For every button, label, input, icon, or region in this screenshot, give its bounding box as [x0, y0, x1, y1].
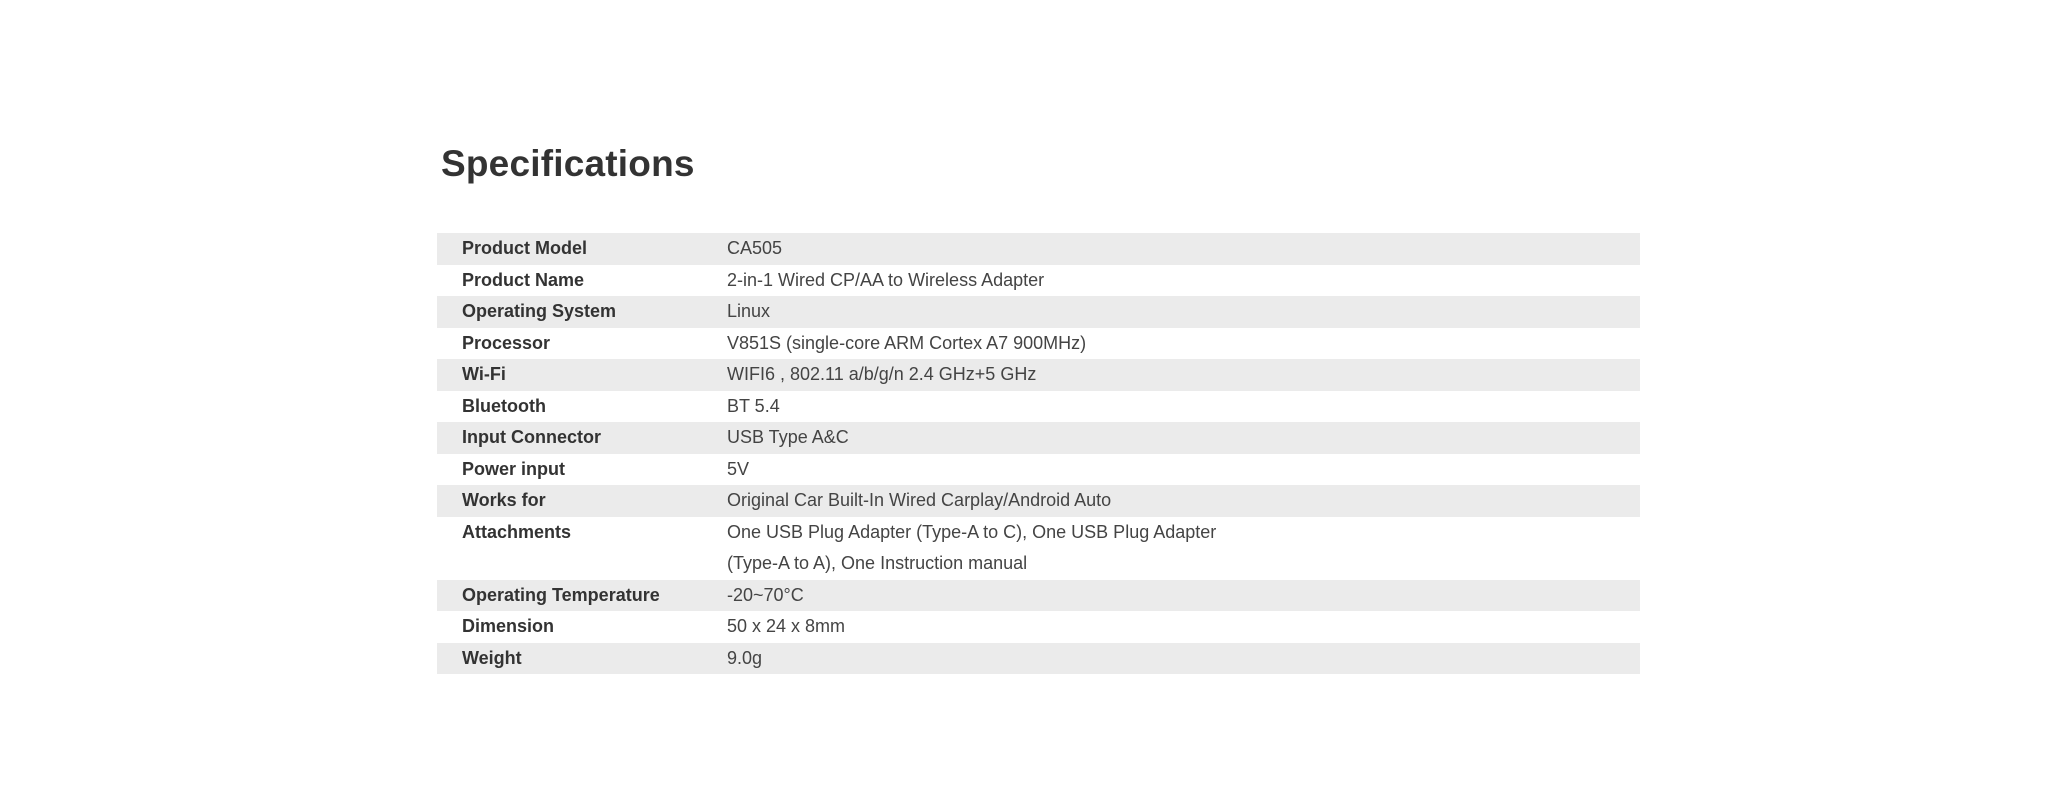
- spec-label: Product Model: [437, 233, 727, 265]
- page-title: Specifications: [441, 143, 695, 184]
- spec-label: Product Name: [462, 269, 585, 290]
- spec-value-line: (Type-A to A), One Instruction manual: [727, 553, 1028, 573]
- spec-value: [727, 643, 1640, 675]
- spec-label: Wi-Fi: [437, 359, 727, 391]
- spec-label: Bluetooth: [462, 395, 546, 416]
- table-row: [437, 233, 1640, 265]
- spec-value-line: One USB Plug Adapter (Type-A to C), One USB Plug Adapter: [727, 521, 1217, 542]
- spec-value: [727, 454, 1640, 486]
- table-row: [437, 328, 1640, 360]
- spec-value: [727, 485, 1640, 517]
- specifications-table: [437, 233, 1640, 674]
- table-row: [437, 296, 1640, 328]
- table-row: [437, 265, 1640, 297]
- table-row: [437, 422, 1640, 454]
- spec-value: [727, 328, 1640, 360]
- table-row: [437, 485, 1640, 517]
- spec-value: [727, 611, 1640, 643]
- spec-value: [727, 265, 1640, 297]
- spec-label: Attachments: [462, 521, 572, 542]
- spec-value-line: V851S (single-core ARM Cortex A7 900MHz): [727, 332, 1087, 353]
- spec-value-line: USB Type A&C: [727, 427, 849, 447]
- spec-label: Input Connector: [437, 422, 727, 454]
- spec-value-line: CA505: [727, 238, 783, 258]
- spec-value-line: 5V: [727, 458, 750, 479]
- table-row: [437, 517, 1640, 580]
- spec-value-line: 2-in-1 Wired CP/AA to Wireless Adapter: [727, 269, 1045, 290]
- spec-value-line: -20~70°C: [727, 584, 804, 605]
- spec-label: Works for: [437, 485, 727, 517]
- spec-value: [727, 517, 1640, 580]
- spec-label: Power input: [462, 458, 565, 479]
- table-row: [437, 611, 1640, 643]
- table-row: [437, 580, 1640, 612]
- spec-value-line: Original Car Built-In Wired Carplay/Android Auto: [727, 490, 1112, 510]
- spec-value-line: 9.0g: [727, 647, 763, 668]
- spec-value: [727, 296, 1640, 328]
- spec-label: Processor: [462, 332, 551, 353]
- spec-value-line: Linux: [727, 301, 771, 321]
- spec-label: Weight: [437, 643, 727, 675]
- spec-value-line: WIFI6 , 802.11 a/b/g/n 2.4 GHz+5 GHz: [727, 364, 1037, 384]
- table-row: [437, 643, 1640, 675]
- spec-label: Dimension: [462, 616, 555, 636]
- specifications-section: [437, 136, 1640, 668]
- spec-value-line: BT 5.4: [727, 395, 780, 416]
- spec-label: Operating System: [437, 296, 727, 328]
- spec-value-line: 50 x 24 x 8mm: [727, 616, 846, 636]
- table-row: [437, 359, 1640, 391]
- spec-value: [727, 391, 1640, 423]
- spec-value: [727, 359, 1640, 391]
- table-row: [437, 454, 1640, 486]
- spec-label: Operating Temperature: [437, 580, 727, 612]
- table-row: [437, 391, 1640, 423]
- spec-value: [727, 580, 1640, 612]
- spec-value: [727, 422, 1640, 454]
- spec-value: [727, 233, 1640, 265]
